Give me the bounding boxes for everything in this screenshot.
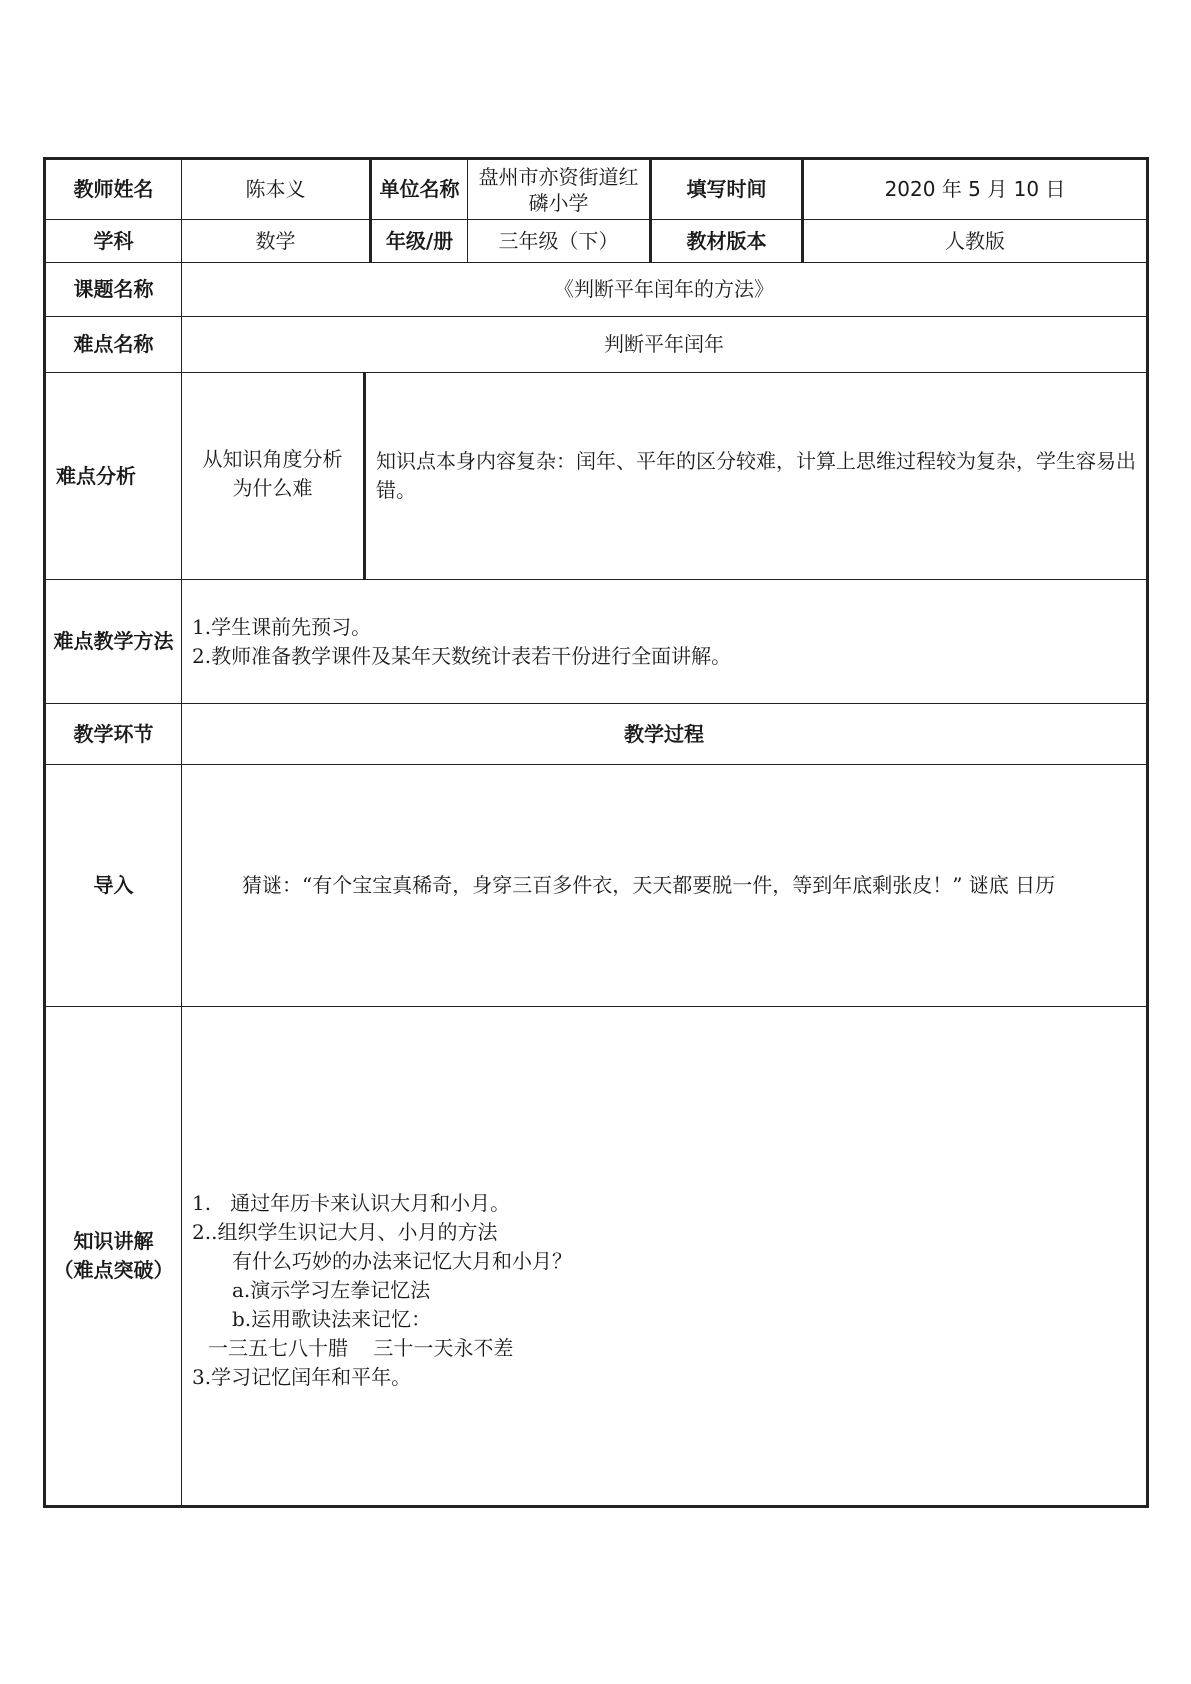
method-content [182,580,1148,704]
analysis-text: 知识点本身内容复杂：闰年、平年的区分较难，计算上思维过程较为复杂，学生容易出错。 [365,373,1148,580]
teacher-name-label: 教师姓名 [45,159,182,220]
knowledge-label-line2: （难点突破） [53,1258,174,1282]
unit-value: 盘州市亦资街道红磷小学 [468,159,651,220]
lesson-plan-table [43,157,1149,1508]
knowledge-line-2: 2..组织学生识记大月、小月的方法 [192,1219,498,1244]
knowledge-line-7: 3.学习记忆闰年和平年。 [192,1364,412,1389]
intro-label: 导入 [45,765,182,1007]
knowledge-line-6: 一三五七八十腊 三十一天永不差 [208,1335,514,1360]
topic-label: 课题名称 [45,263,182,317]
textbook-value: 人教版 [803,220,1148,263]
analysis-label: 难点分析 [45,373,182,580]
difficulty-value: 判断平年闰年 [182,317,1148,373]
intro-text: 猜谜：“有个宝宝真稀奇，身穿三百多件衣，天天都要脱一件，等到年底剩张皮！” 谜底 日历 [182,765,1148,1007]
row-method [45,580,1148,704]
subject-value: 数学 [182,220,371,263]
row-teacher [45,159,1148,220]
lesson-plan-sheet [43,157,1146,1508]
knowledge-line-4: a.演示学习左拳记忆法 [232,1277,431,1302]
subject-label: 学科 [45,220,182,263]
row-difficulty [45,317,1148,373]
row-topic [45,263,1148,317]
fill-time-label: 填写时间 [651,159,803,220]
process-label: 教学过程 [182,704,1148,765]
row-process-header [45,704,1148,765]
row-analysis [45,373,1148,580]
textbook-label: 教材版本 [651,220,803,263]
knowledge-line-3: 有什么巧妙的办法来记忆大月和小月？ [232,1248,572,1273]
knowledge-label-line1: 知识讲解 [73,1229,154,1253]
knowledge-content [182,1007,1148,1507]
analysis-sub-label: 从知识角度分析为什么难 [182,373,365,580]
row-knowledge [45,1007,1148,1507]
topic-value: 《判断平年闰年的方法》 [182,263,1148,317]
grade-label: 年级/册 [371,220,468,263]
difficulty-label: 难点名称 [45,317,182,373]
method-label: 难点教学方法 [45,580,182,704]
row-intro [45,765,1148,1007]
grade-value: 三年级（下） [468,220,651,263]
knowledge-line-5: b.运用歌诀法来记忆： [232,1306,432,1331]
method-item-2: 2.教师准备教学课件及某年天数统计表若干份进行全面讲解。 [192,643,732,668]
knowledge-line-1: 1. 通过年历卡来认识大月和小月。 [192,1190,511,1215]
stage-label: 教学环节 [45,704,182,765]
fill-time-value: 2020 年 5 月 10 日 [803,159,1148,220]
row-subject [45,220,1148,263]
teacher-name-value: 陈本义 [182,159,371,220]
method-item-1: 1.学生课前先预习。 [192,614,372,639]
knowledge-label [45,1007,182,1507]
unit-label: 单位名称 [371,159,468,220]
